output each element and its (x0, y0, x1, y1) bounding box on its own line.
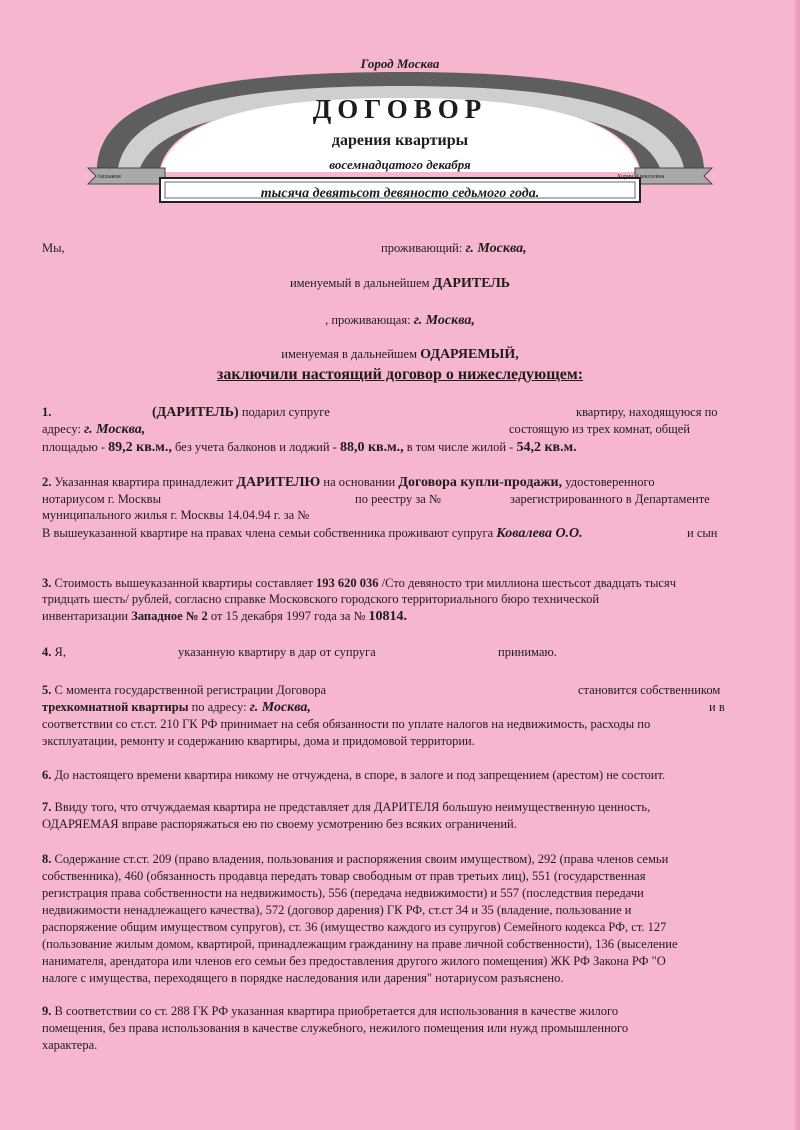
clause-5-apartment: трехкомнатной квартиры (42, 700, 189, 714)
clause-9-line-3: характера. (42, 1038, 98, 1052)
clause-8-text-1: Содержание ст.ст. 209 (право владения, пользования и распоряжения своим имуществом), 292 (права членов семьи (54, 852, 669, 866)
clause-1-living-value: 54,2 кв.м. (516, 440, 577, 455)
clause-4-text-2: указанную квартиру в дар от супруга (178, 645, 376, 659)
donor-named (0, 276, 800, 292)
clause-6-text: До настоящего времени квартира никому не отчуждена, в споре, в залоге и под запрещением (арестом) не состоит. (54, 768, 666, 782)
clause-8-line-6: (пользование жилым домом, квартирой, принадлежащим гражданину на праве личной собственности), 136 (выселение (42, 937, 678, 951)
clause-2-contract: Договора купли-продажи, (398, 475, 563, 490)
clause-5-line-2 (42, 700, 311, 715)
clause-1-excluding: без учета балконов и лоджий - (174, 440, 337, 454)
clause-1-living-label: в том числе жилой - (406, 440, 514, 454)
clause-8-line-3: регистрация права собственности на недвижимость), 556 (передача недвижимости) и 557 (последствия передачи (42, 886, 644, 900)
clause-5-number: 5. (42, 683, 52, 697)
clause-9-number: 9. (42, 1004, 52, 1018)
clause-2-son: и сын (687, 526, 718, 540)
clause-2-family (42, 526, 583, 541)
clause-7-number: 7. (42, 800, 52, 814)
clause-2-line-1 (42, 475, 655, 490)
clause-8-number: 8. (42, 852, 52, 866)
clause-8-line-7: нанимателя, арендатора или членов его семьи без предоставления другого жилого помещения) ЖК РФ Закона РФ "О (42, 954, 666, 968)
clause-1-donor-role: (ДАРИТЕЛЬ) (152, 405, 239, 420)
clause-3-line-3 (42, 609, 407, 624)
clause-7-line-2: ОДАРЯЕМАЯ вправе распоряжаться ею по своему усмотрению без всяких ограничений. (42, 817, 517, 831)
clause-1-number: 1. (42, 405, 52, 419)
clause-1-address-label: адресу: (42, 422, 81, 436)
clause-4-number: 4. (42, 645, 52, 659)
clause-2-family-text: В вышеуказанной квартире на правах члена семьи собственника проживают супруга (42, 526, 494, 540)
clause-5-text-3: по адресу: (191, 700, 247, 714)
donee-named-prefix: именуемая в дальнейшем (281, 347, 417, 361)
clause-5-city: г. Москва, (249, 700, 311, 715)
clause-3-line-1 (42, 576, 676, 590)
clause-3-bureau: Западное № 2 (131, 609, 208, 623)
donor-named-prefix: именуемый в дальнейшем (289, 276, 430, 290)
clause-1-address (42, 422, 145, 437)
clause-3-number: 3. (42, 576, 52, 590)
clause-9-line-2: помещения, без права использования в качестве служебного, нежилого помещения или нужд промышленного (42, 1021, 629, 1035)
donee-city: г. Москва, (413, 313, 475, 328)
clause-2-owner: ДАРИТЕЛЮ (236, 475, 321, 490)
clause-1-area (42, 440, 577, 455)
clause-6-number: 6. (42, 768, 52, 782)
donor-residing (381, 241, 527, 256)
clause-2-registry: по реестру за № (355, 492, 441, 506)
clause-1-apartment-located: квартиру, находящуюся по (576, 405, 718, 419)
clause-7-text-1: Ввиду того, что отчуждаемая квартира не представляет для ДАРИТЕЛЯ большую неимущественную ценность, (54, 800, 651, 814)
clause-2-housing: муниципального жилья г. Москвы 14.04.94 г. за № (42, 508, 310, 522)
clause-1-gave: подарил супруге (241, 405, 330, 419)
clause-1-area-label: площадью - (42, 440, 106, 454)
date-line-2: тысяча девятьсот девяносто седьмого года. (260, 186, 540, 201)
donee-residing-label: , проживающая: (325, 313, 411, 327)
clause-5-line-4: эксплуатации, ремонту и содержанию квартиры, дома и придомовой территории. (42, 734, 475, 748)
clause-8-line-5: распоряжение общим имуществом супругов), ст. 36 (имущество каждого из супругов) Семейного кодекса РФ, ст. 127 (42, 920, 667, 934)
clause-5-text-2: становится собственником (578, 683, 721, 697)
agreement-heading: заключили настоящий договор о нижеследующем: (216, 366, 584, 383)
clause-1-line-1 (42, 405, 51, 419)
parties-we: Мы, (42, 241, 65, 255)
donor-residing-label: проживающий: (381, 241, 463, 255)
clause-8-line-8: налоге с имущества, переходящего в порядке наследования или дарения" нотариусом разъяснено. (42, 971, 564, 985)
donee-named (0, 347, 800, 363)
emblem-small-text-right: Хорин Алексеевна (617, 174, 665, 180)
clause-1-rooms: состоящую из трех комнат, общей (509, 422, 690, 436)
clause-4-text-1: Я, (54, 645, 66, 659)
clause-2-text-3: удостоверенного (565, 475, 655, 489)
clause-2-registered: зарегистрированного в Департаменте (510, 492, 710, 506)
clause-8-line-1 (42, 852, 668, 866)
date-line-1: восемнадцатого декабря (329, 157, 471, 172)
donor-city: г. Москва, (465, 241, 527, 256)
clause-9-line-1 (42, 1004, 618, 1018)
clause-3-line-3-mid: от 15 декабря 1997 года за № (210, 609, 366, 623)
clause-1-area-value: 89,2 кв.м., (108, 440, 172, 455)
clause-1-donor (152, 405, 330, 420)
clause-6 (42, 768, 665, 782)
contract-header (0, 0, 800, 225)
clause-3-line-2: тридцать шесть/ рублей, согласно справке Московского городского территориального бюро технической (42, 592, 600, 606)
clause-2-number: 2. (42, 475, 52, 489)
clause-3-text-2: /Сто девяносто три миллиона шестьсот двадцать тысяч (381, 576, 676, 590)
clause-5-line-1 (42, 683, 326, 697)
clause-4-start (42, 645, 66, 659)
clause-5-and-in: и в (709, 700, 725, 714)
clause-5-line-3: соответствии со ст.ст. 210 ГК РФ принимает на себя обязанности по уплате налогов на недвижимость, расходы по (42, 717, 651, 731)
emblem-small-text-left: Ашхаком (97, 174, 121, 180)
clause-8-line-2: собственника), 460 (обязанность продавца передать товар свободным от прав третьих лиц), 551 (государственная (42, 869, 646, 883)
donee-role: ОДАРЯЕМЫЙ, (420, 347, 519, 362)
document-title: ДОГОВОР (312, 94, 488, 124)
city-label: Город Москва (360, 56, 440, 71)
clause-7-line-1 (42, 800, 650, 814)
donee-residing (0, 313, 800, 329)
clause-1-area-total: 88,0 кв.м., (339, 440, 404, 455)
donor-role: ДАРИТЕЛЬ (432, 276, 511, 291)
clause-1-city: г. Москва, (84, 422, 146, 437)
clause-2-text-1: Указанная квартира принадлежит (54, 475, 234, 489)
clause-4-text-3: принимаю. (498, 645, 557, 659)
clause-9-text-1: В соответствии со ст. 288 ГК РФ указанная квартира приобретается для использования в качестве жилого (54, 1004, 619, 1018)
clause-5-text-1: С момента государственной регистрации Договора (54, 683, 327, 697)
document-subtitle: дарения квартиры (331, 132, 469, 149)
clause-2-text-2: на основании (323, 475, 396, 489)
clause-3-amount: 193 620 036 (316, 576, 379, 590)
clause-3-line-3-pre: инвентаризации (42, 609, 129, 623)
clause-3-ref: 10814. (368, 609, 408, 624)
clause-2-notary: нотариусом г. Москвы (42, 492, 161, 506)
clause-3-text-1: Стоимость вышеуказанной квартиры составляет (54, 576, 313, 590)
clause-8-line-4: недвижимости ненадлежащего качества), 572 (договор дарения) ГК РФ, ст.ст 34 и 35 (владение, пользование и (42, 903, 632, 917)
clause-2-spouse: Ковалева О.О. (496, 526, 583, 541)
